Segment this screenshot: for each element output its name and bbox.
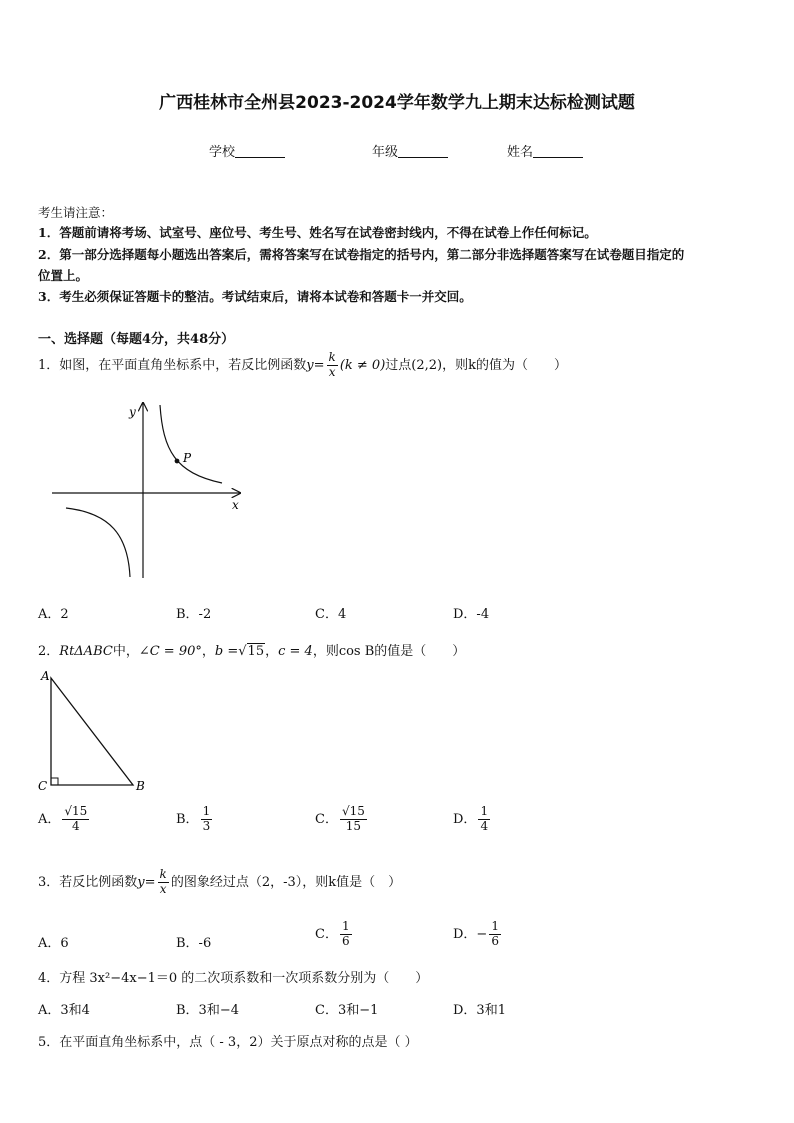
q1-fraction [327, 351, 338, 380]
grade-label: 年级 [372, 145, 399, 160]
q1-option-d: D．-4 [453, 607, 490, 622]
q2-number: 2． [38, 644, 60, 659]
q3-option-b: B．-6 [176, 936, 212, 951]
q4-option-b: B．3和−4 [176, 1003, 239, 1018]
option-numerator: 1 [480, 804, 489, 818]
hyperbola-branch-1 [160, 405, 222, 483]
q3-option-d [453, 920, 503, 949]
triangle-abc [51, 678, 133, 785]
school-blank [235, 145, 285, 158]
page-title: 广西桂林市全州县2023-2024学年数学九上期末达标检测试题 [159, 93, 635, 113]
q2-option-c [315, 805, 369, 834]
q1-option-b: B．-2 [176, 607, 212, 622]
question-4: 4．方程 3x²−4x−1＝0 的二次项系数和一次项系数分别为（ ） [38, 971, 429, 986]
q2-post: ，则cos B的值是（ ） [312, 644, 466, 659]
q1-condition: (k ≠ 0) [339, 357, 386, 373]
name-field [507, 141, 583, 160]
vertex-c-label: C [38, 779, 48, 793]
q1-text: 1．如图，在平面直角坐标系中，若反比例函数 [38, 357, 307, 373]
q2-b-radicand: 15 [247, 644, 265, 659]
question-1 [38, 351, 567, 380]
q2-angle: ∠C = 90° [138, 644, 202, 659]
q4-option-a: A．3和4 [38, 1003, 90, 1018]
q2-option-d [453, 805, 492, 834]
option-numerator: √15 [341, 804, 365, 818]
notice-item: 2．第一部分选择题每小题选出答案后，需将答案写在试卷指定的括号内，第二部分非选择题答案写在试卷题目指定的 [38, 247, 685, 262]
option-denominator: 3 [202, 818, 211, 833]
q2-sep2: ， [265, 644, 279, 659]
q1-y: y [306, 357, 314, 373]
p-label: P [183, 451, 192, 465]
section-heading: 一、选择题（每题4分，共48分） [38, 332, 235, 347]
school-label: 学校 [209, 145, 236, 160]
q2-c-eq: c = 4 [278, 644, 313, 659]
q2-sep: ， [201, 644, 215, 659]
option-denominator: 4 [480, 818, 489, 833]
grade-blank [398, 145, 448, 158]
option-numerator: 1 [491, 919, 499, 933]
q2-triangle [36, 668, 156, 796]
option-label: D．− [453, 926, 488, 942]
option-numerator: √15 [64, 804, 88, 818]
option-label: D． [453, 811, 477, 827]
x-label: x [232, 498, 239, 512]
notice-heading: 考生请注意： [38, 205, 114, 220]
grade-field [372, 141, 448, 160]
vertex-a-label: A [41, 669, 50, 683]
q3-y: y [137, 874, 145, 890]
q1-point: (2,2) [411, 357, 443, 373]
q3-denominator: x [159, 881, 167, 896]
q2-mid: 中， [112, 644, 139, 659]
q1-denominator: x [328, 364, 336, 379]
option-denominator: 6 [341, 933, 350, 948]
q3-eq: = [144, 874, 156, 890]
q2-triangle-name: RtΔABC [59, 644, 113, 659]
q3-numerator: k [159, 867, 167, 881]
question-2: 2．RtΔABC中，∠C = 90°，b =√15，c = 4，则cos B的值是（ ） [38, 644, 466, 659]
q2-b-eq: b = [214, 644, 239, 659]
q4-option-d: D．3和1 [453, 1003, 506, 1018]
notice-item: 位置上。 [38, 268, 89, 283]
point-p [175, 459, 180, 464]
q1-graph [40, 395, 260, 585]
q3-option-c [315, 920, 354, 949]
q3-fraction [158, 868, 169, 897]
option-label: C． [315, 926, 338, 942]
q3-option-a: A．6 [38, 936, 69, 951]
right-angle-mark [51, 778, 58, 785]
q1-option-c: C．4 [315, 607, 347, 622]
option-denominator: 4 [72, 818, 80, 833]
q1-numerator: k [328, 350, 336, 364]
question-5: 5．在平面直角坐标系中，点（ - 3，2）关于原点对称的点是（ ） [38, 1035, 418, 1050]
vertex-b-label: B [136, 779, 145, 793]
q3-text: 3．若反比例函数 [38, 874, 138, 890]
notice-item: 3．考生必须保证答题卡的整洁。考试结束后，请将本试卷和答题卡一并交回。 [38, 289, 472, 304]
q3-post: 的图象经过点（2，-3），则k值是（ ） [170, 874, 402, 890]
q2-option-b [176, 805, 214, 834]
name-blank [533, 145, 583, 158]
y-label: y [129, 405, 136, 419]
name-label: 姓名 [507, 145, 534, 160]
school-field [209, 141, 285, 160]
q2-option-a [38, 805, 91, 834]
q1-post: ，则k的值为（ ） [442, 357, 568, 373]
q4-option-c: C．3和−1 [315, 1003, 379, 1018]
option-numerator: 1 [202, 804, 211, 818]
q1-mid: 过点 [385, 357, 412, 373]
option-denominator: 15 [345, 818, 362, 833]
option-numerator: 1 [341, 919, 350, 933]
option-label: B． [176, 811, 199, 827]
q1-option-a: A．2 [38, 607, 69, 622]
q1-eq: = [313, 357, 325, 373]
hyperbola-branch-2 [66, 508, 130, 577]
option-label: A． [38, 811, 61, 827]
notice-item: 1．答题前请将考场、试室号、座位号、考生号、姓名写在试卷密封线内，不得在试卷上作任何标记。 [38, 225, 597, 240]
question-3 [38, 868, 401, 897]
option-denominator: 6 [491, 933, 499, 948]
option-label: C． [315, 811, 338, 827]
